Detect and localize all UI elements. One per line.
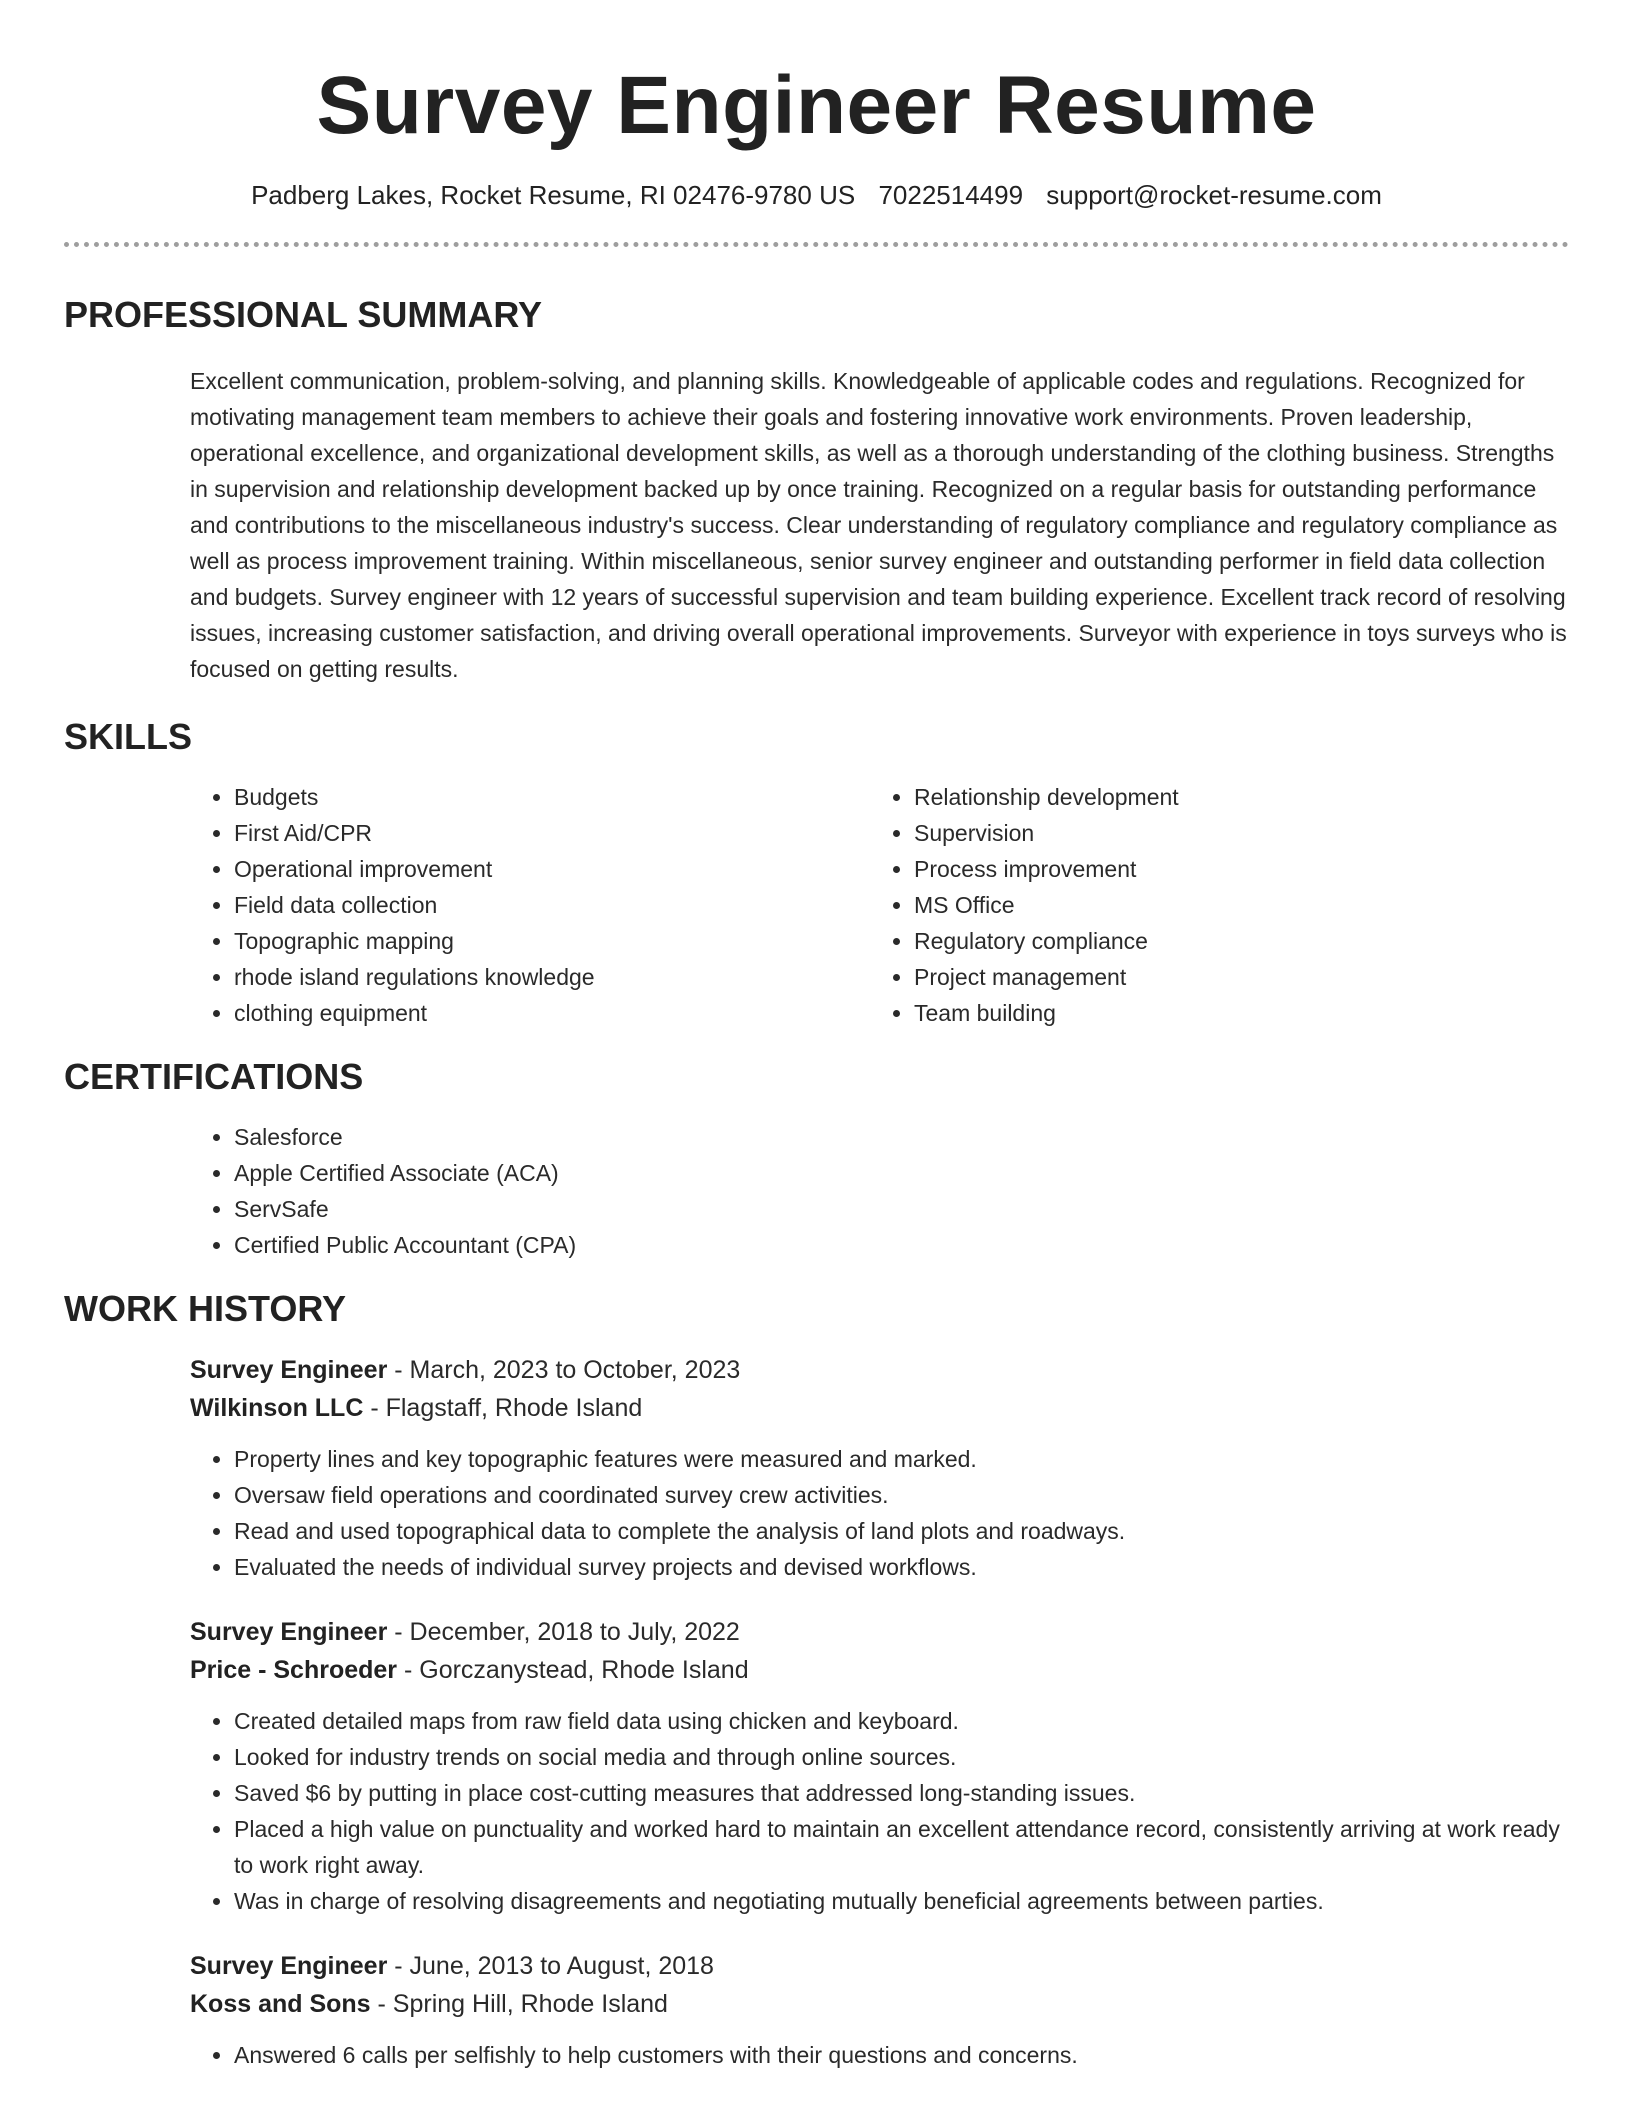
contact-phone: 7022514499 bbox=[878, 180, 1024, 210]
job-title: Survey Engineer bbox=[190, 1618, 388, 1646]
skills-list-right bbox=[870, 779, 1550, 1031]
job-location: - Spring Hill, Rhode Island bbox=[370, 1990, 668, 2018]
certification-item: • Salesforce bbox=[234, 1119, 1569, 1155]
skill-item: • Project management bbox=[914, 959, 1550, 995]
skill-item: • Topographic mapping bbox=[234, 923, 870, 959]
certifications-section bbox=[64, 1055, 1569, 1263]
certifications-list bbox=[190, 1119, 1569, 1263]
job-title-line bbox=[190, 1351, 1569, 1389]
skills-list-left bbox=[190, 779, 870, 1031]
skill-item: • rhode island regulations knowledge bbox=[234, 959, 870, 995]
job-title: Survey Engineer bbox=[190, 1952, 388, 1980]
job-bullets bbox=[190, 2037, 1569, 2073]
skill-item: • clothing equipment bbox=[234, 995, 870, 1031]
job-dates: - December, 2018 to July, 2022 bbox=[387, 1618, 740, 1646]
certification-item: • Certified Public Accountant (CPA) bbox=[234, 1227, 1569, 1263]
job-bullet: • Created detailed maps from raw field data using chicken and keyboard. bbox=[234, 1703, 1569, 1739]
certification-item: • ServSafe bbox=[234, 1191, 1569, 1227]
job-title-line bbox=[190, 1613, 1569, 1651]
job-dates: - June, 2013 to August, 2018 bbox=[387, 1952, 714, 1980]
professional-summary-section bbox=[64, 293, 1569, 687]
job-bullet: • Evaluated the needs of individual survey projects and devised workflows. bbox=[234, 1549, 1569, 1585]
section-heading-work-history: WORK HISTORY bbox=[64, 1288, 347, 1329]
job-bullet: • Looked for industry trends on social media and through online sources. bbox=[234, 1739, 1569, 1775]
skills-section bbox=[64, 715, 1569, 1031]
skill-item: • Budgets bbox=[234, 779, 870, 815]
skill-item: • Field data collection bbox=[234, 887, 870, 923]
job-company-line bbox=[190, 1651, 1569, 1689]
resume-title: Survey Engineer Resume bbox=[316, 60, 1317, 151]
job-bullets bbox=[190, 1703, 1569, 1919]
job-entry bbox=[190, 1351, 1569, 1585]
job-location: - Gorczanystead, Rhode Island bbox=[397, 1656, 749, 1684]
skill-item: • First Aid/CPR bbox=[234, 815, 870, 851]
contact-address: Padberg Lakes, Rocket Resume, RI 02476-9780 US bbox=[251, 180, 856, 210]
section-heading-summary: PROFESSIONAL SUMMARY bbox=[64, 294, 543, 335]
resume-page bbox=[64, 0, 1569, 2073]
job-entry bbox=[190, 1613, 1569, 1919]
job-bullet: • Read and used topographical data to complete the analysis of land plots and roadways. bbox=[234, 1513, 1569, 1549]
section-heading-certifications: CERTIFICATIONS bbox=[64, 1056, 364, 1097]
contact-email: support@rocket-resume.com bbox=[1046, 180, 1382, 210]
job-company-line bbox=[190, 1389, 1569, 1427]
certifications-list-wrap bbox=[190, 1119, 1569, 1263]
job-location: - Flagstaff, Rhode Island bbox=[363, 1394, 643, 1422]
skill-item: • MS Office bbox=[914, 887, 1550, 923]
job-bullet: • Saved $6 by putting in place cost-cutting measures that addressed long-standing issues. bbox=[234, 1775, 1569, 1811]
job-company: Koss and Sons bbox=[190, 1990, 371, 2018]
job-company: Wilkinson LLC bbox=[190, 1394, 364, 1422]
job-bullet: • Was in charge of resolving disagreements and negotiating mutually beneficial agreements between parties. bbox=[234, 1883, 1569, 1919]
skill-item: • Process improvement bbox=[914, 851, 1550, 887]
section-heading-skills: SKILLS bbox=[64, 716, 193, 757]
job-dates: - March, 2023 to October, 2023 bbox=[387, 1356, 741, 1384]
job-company-line bbox=[190, 1985, 1569, 2023]
job-title: Survey Engineer bbox=[190, 1356, 388, 1384]
job-title-line bbox=[190, 1947, 1569, 1985]
job-entry bbox=[190, 1947, 1569, 2073]
certification-item: • Apple Certified Associate (ACA) bbox=[234, 1155, 1569, 1191]
skills-column-right bbox=[870, 779, 1550, 1031]
skills-column-left bbox=[190, 779, 870, 1031]
summary-text: Excellent communication, problem-solving, and planning skills. Knowledgeable of applicable codes and regulations. Recognized for motivating management team members to achieve their goals and fostering innovative work environments. Proven leadership, operational excellence, and organizational development skills, as well as a thorough understanding of the clothing business. Strengths in supervision and relationship development backed up by once training. Recognized on a regular basis for outstanding performance and contributions to the miscellaneous industry's success. Clear understanding of regulatory compliance and regulatory compliance as well as process improvement training. Within miscellaneous, senior survey engineer and outstanding performer in field data collection and budgets. Survey engineer with 12 years of successful supervision and team building experience. Excellent track record of resolving issues, increasing customer satisfaction, and driving overall operational improvements. Surveyor with experience in toys surveys who is focused on getting results. bbox=[190, 368, 1567, 682]
job-bullet: • Placed a high value on punctuality and worked hard to maintain an excellent attendance record, consistently arriving at work ready to work right away. bbox=[234, 1811, 1569, 1883]
contact-info bbox=[64, 178, 1569, 212]
header-divider bbox=[64, 242, 1569, 247]
job-bullet: • Property lines and key topographic features were measured and marked. bbox=[234, 1441, 1569, 1477]
job-company: Price - Schroeder bbox=[190, 1656, 398, 1684]
job-bullets bbox=[190, 1441, 1569, 1585]
job-bullet: • Answered 6 calls per selfishly to help customers with their questions and concerns. bbox=[234, 2037, 1569, 2073]
job-bullet: • Oversaw field operations and coordinated survey crew activities. bbox=[234, 1477, 1569, 1513]
skill-item: • Team building bbox=[914, 995, 1550, 1031]
skill-item: • Relationship development bbox=[914, 779, 1550, 815]
skill-item: • Regulatory compliance bbox=[914, 923, 1550, 959]
skill-item: • Supervision bbox=[914, 815, 1550, 851]
skill-item: • Operational improvement bbox=[234, 851, 870, 887]
work-history-section bbox=[64, 1287, 1569, 2073]
skills-grid bbox=[190, 779, 1569, 1031]
